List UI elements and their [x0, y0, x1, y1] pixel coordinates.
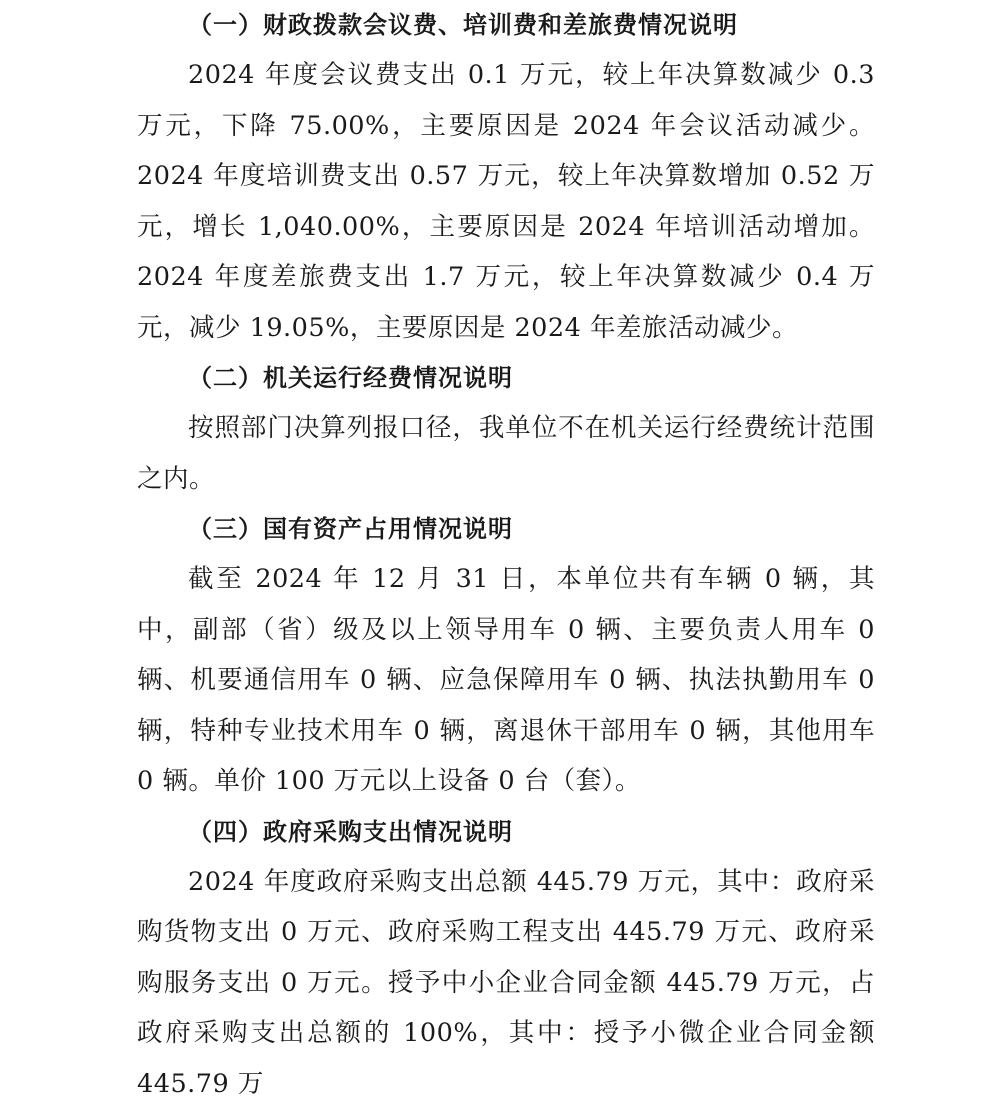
document-page	[137, 0, 875, 1109]
section-4-heading: （四）政府采购支出情况说明	[137, 807, 875, 857]
section-1-body: 2024 年度会议费支出 0.1 万元，较上年决算数减少 0.3 万元，下降 75.00%，主要原因是 2024 年会议活动减少。2024 年度培训费支出 0.57 万元，较上年决算数增加 0.52 万元，增长 1,040.00%，主要原因是 2024 年培训活动增加。2024 年度差旅费支出 1.7 万元，较上年决算数减少 0.4 万元，减少 19.05%，主要原因是 2024 年差旅活动减少。	[137, 50, 875, 353]
section-2-body: 按照部门决算列报口径，我单位不在机关运行经费统计范围之内。	[137, 403, 875, 504]
section-4-body: 2024 年度政府采购支出总额 445.79 万元，其中：政府采购货物支出 0 万元、政府采购工程支出 445.79 万元、政府采购服务支出 0 万元。授予中小企业合同金额 445.79 万元，占政府采购支出总额的 100%，其中：授予小微企业合同金额 445.79 万	[137, 857, 875, 1109]
section-1-heading: （一）财政拨款会议费、培训费和差旅费情况说明	[137, 0, 875, 50]
section-2-heading: （二）机关运行经费情况说明	[137, 353, 875, 403]
section-3-body: 截至 2024 年 12 月 31 日，本单位共有车辆 0 辆，其中，副部（省）级及以上领导用车 0 辆、主要负责人用车 0 辆、机要通信用车 0 辆、应急保障用车 0 辆、执法执勤用车 0 辆，特种专业技术用车 0 辆，离退休干部用车 0 辆，其他用车 0 辆。单价 100 万元以上设备 0 台（套）。	[137, 554, 875, 807]
section-3-heading: （三）国有资产占用情况说明	[137, 504, 875, 554]
